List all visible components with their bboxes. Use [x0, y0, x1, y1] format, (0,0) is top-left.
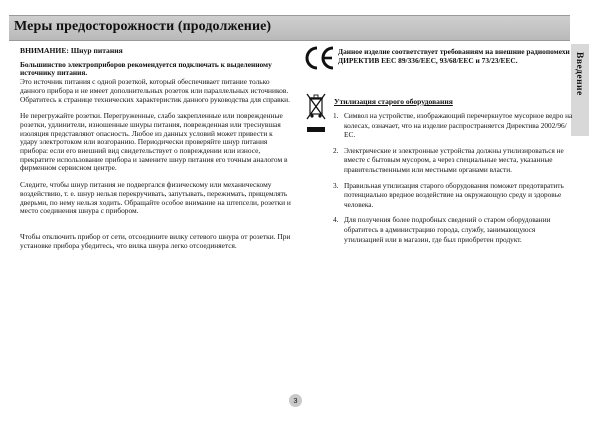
list-number: 2. — [333, 145, 339, 155]
crossed-out-wheelie-bin-icon — [306, 92, 326, 136]
list-item — [333, 146, 573, 175]
list-text: Правильная утилизация старого оборудования поможет предотвратить потенциально вредное воздействие на окружающую среду и здоровье человека. — [344, 180, 564, 209]
page-number: 3 — [289, 394, 302, 407]
left-column — [20, 47, 292, 255]
page-title: Меры предосторожности (продолжение) — [14, 19, 272, 34]
list-number: 1. — [333, 111, 339, 120]
disconnect-text: Чтобы отключить прибор от сети, отсоедините вилку сетевого шнура от розетки. При установке прибора убедитесь, что вилка шнура легко отсоединяется. — [20, 231, 291, 250]
list-item — [333, 181, 573, 210]
side-section-tab — [571, 44, 589, 136]
dedicated-circuit-text: Это источник питания с одной розеткой, который обеспечивает питание только данного прибора и не имеет дополнительных розеток или параллельных источников. Обратитесь к странице технических характеристик данного руководства для справки. — [20, 77, 290, 104]
list-text: Электрические и электронные устройства должны утилизироваться не вместе с бытовым мусором, а через специальные места, указанные правительственными или местными органами власти. — [344, 145, 564, 174]
list-text: Для получения более подробных сведений о старом оборудовании обратитесь в администрацию города, службу, занимающуюся утилизацией или в магазин, где был приобретен продукт. — [344, 215, 551, 244]
power-cord-heading: ВНИМАНИЕ: Шнур питания — [20, 46, 123, 55]
ce-compliance-text: Данное изделие соответствует требованиям на внешние радиопомехи ДИРЕКТИВ ЕЕС 89/336/ЕЕС, 93/68/ЕЕС и 73/23/ЕЕС. — [338, 47, 570, 66]
overload-warning-text: Не перегружайте розетки. Перегруженные, слабо закрепленные или поврежденные розетки, удлинители, изношенные шнуры питания, поврежденная или треснувшая изоляция представляют опасность. Любое из данных условий может привести к удару электротоком или возгоранию. Периодически проверяйте шнур питания прибора: если его внешний вид свидетельствует о повреждении или износе, прекратите использование прибора и замените шнур питания его точным аналогом в фирменном сервисном центре. — [20, 111, 288, 173]
list-item — [333, 111, 573, 140]
ce-mark-icon — [302, 45, 336, 71]
list-number: 3. — [333, 180, 339, 190]
cord-protection-text: Следите, чтобы шнур питания не подвергался физическому или механическому воздействию, т. е. шнур нельзя перекручивать, запутывать, пережимать, прищемлять дверьми, по нему нельзя ходить. Обращайте особое внимание на штепсели, розетки и место соединения шнура с прибором. — [20, 180, 291, 216]
list-text: Символ на устройстве, изображающий перечеркнутое мусорное ведро на колесах, означает, что на изделие распространяется Директива 2002/96/ЕС. — [344, 111, 573, 140]
list-item — [333, 215, 573, 244]
weee-heading: Утилизация старого оборудования — [334, 97, 453, 106]
disposal-list — [333, 111, 573, 250]
side-tab-label: Введение — [574, 52, 584, 96]
list-number: 4. — [333, 215, 339, 225]
dedicated-circuit-note: Большинство электроприборов рекомендуется подключать к выделенному источнику питания. — [20, 59, 272, 78]
